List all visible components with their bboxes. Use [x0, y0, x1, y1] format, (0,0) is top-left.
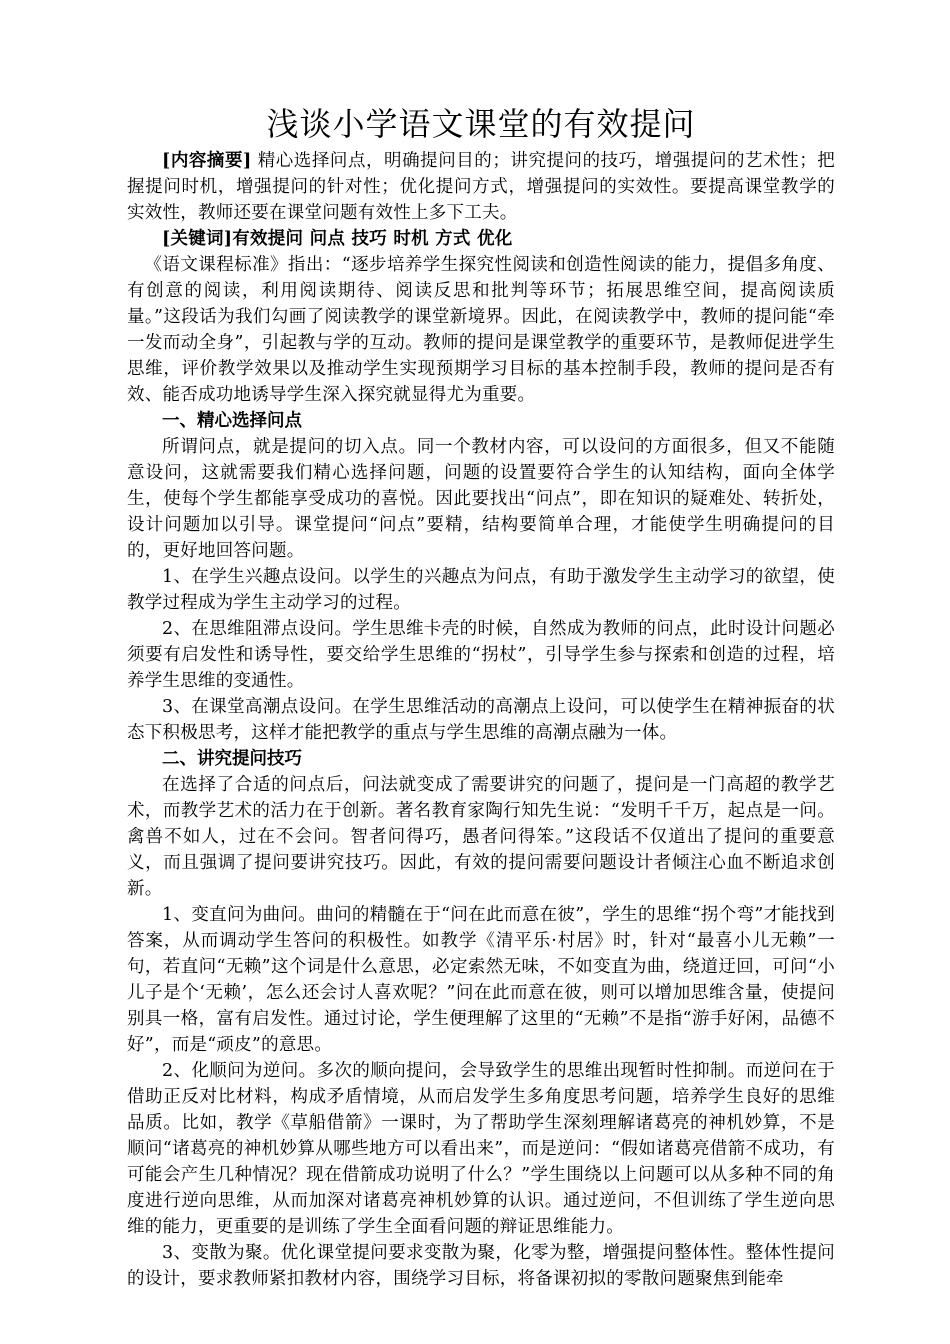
section-2-paragraph-3: 2、化顺问为逆问。多次的顺向提问，会导致学生的思维出现暂时性抑制。而逆问在于借助正反对比材料，构成矛盾情境，从而启发学生多角度思考问题，培养学生良好的思维品质。比如，教学《草船借箭》一课时，为了帮助学生深刻理解诸葛亮的神机妙算，不是顺问“诸葛亮的神机妙算从哪些地方可以看出来”，而是逆问：“假如诸葛亮借箭不成功，有可能会产生几种情况？现在借箭成功说明了什么？”学生围绕以上问题可以从多种不同的角度进行逆向思维，从而加深对诸葛亮神机妙算的认识。通过逆问，不但训练了学生逆向思维的能力，更重要的是训练了学生全面看问题的辩证思维能力。 [127, 1061, 835, 1237]
document-title: 浅谈小学语文课堂的有效提问 [266, 105, 696, 143]
section-1-paragraph-2: 1、在学生兴趣点设问。以学生的兴趣点为问点，有助于激发学生主动学习的欲望，使教学过程成为学生主动学习的过程。 [127, 567, 835, 613]
section-2-paragraph-1: 在选择了合适的问点后，问法就变成了需要讲究的问题了，提问是一门高超的教学艺术，而教学艺术的活力在于创新。著名教育家陶行知先生说：“发明千千万，起点是一问。禽兽不如人，过在不会问。智者问得巧，愚者问得笨。”这段话不仅道出了提问的重要意义，而且强调了提问要讲究技巧。因此，有效的提问需要问题设计者倾注心血不断追求创新。 [127, 775, 835, 899]
section-2-heading: 二、讲究提问技巧 [162, 749, 302, 769]
section-1-heading: 一、精心选择问点 [162, 411, 302, 431]
abstract-label: [内容摘要] [162, 151, 252, 171]
section-1-paragraph-1: 所谓问点，就是提问的切入点。同一个教材内容，可以设问的方面很多，但又不能随意设问，这就需要我们精心选择问题，问题的设置要符合学生的认知结构，面向全体学生，使每个学生都能享受成功的喜悦。因此要找出“问点”，即在知识的疑难处、转折处，设计问题加以引导。课堂提问“问点”要精，结构要简单合理，才能使学生明确提问的目的，更好地回答问题。 [127, 437, 835, 561]
section-2-paragraph-2: 1、变直问为曲问。曲问的精髓在于“问在此而意在彼”，学生的思维“拐个弯”才能找到答案，从而调动学生答问的积极性。如教学《清平乐·村居》时，针对“最喜小儿无赖”一句，若直问“无赖”这个词是什么意思，必定索然无味，不如变直为曲，绕道迂回，可问“小儿子是个‘无赖’，怎么还会讨人喜欢呢？”问在此而意在彼，则可以增加思维含量，使提问别具一格，富有启发性。通过讨论，学生便理解了这里的“无赖”不是指“游手好闲，品德不好”，而是“顽皮”的意思。 [127, 905, 835, 1055]
section-2-paragraph-4: 3、变散为聚。优化课堂提问要求变散为聚，化零为整，增强提问整体性。整体性提问的设计，要求教师紧扣教材内容，围绕学习目标，将备课初拟的零散问题聚焦到能牵 [127, 1243, 835, 1289]
abstract-paragraph [127, 148, 835, 226]
document-page [127, 100, 835, 1292]
section-1-paragraph-3: 2、在思维阻滞点设问。学生思维卡壳的时候，自然成为教师的问点，此时设计问题必须要有启发性和诱导性，要交给学生思维的“拐杖”，引导学生参与探索和创造的过程，培养学生思维的变通性。 [127, 619, 835, 691]
section-1-paragraph-4: 3、在课堂高潮点设问。在学生思维活动的高潮点上设问，可以使学生在精神振奋的状态下积极思考，这样才能把教学的重点与学生思维的高潮点融为一体。 [127, 697, 835, 743]
keywords-line: [关键词]有效提问 问点 技巧 时机 方式 优化 [162, 229, 513, 249]
abstract-text: 精心选择问点，明确提问目的；讲究提问的技巧，增强提问的艺术性；把握提问时机，增强提问的针对性；优化提问方式，增强提问的实效性。要提高课堂教学的实效性，教师还要在课堂问题有效性上多下工夫。 [127, 151, 836, 223]
intro-paragraph: 《语文课程标准》指出：“逐步培养学生探究性阅读和创造性阅读的能力，提倡多角度、有创意的阅读，利用阅读期待、阅读反思和批判等环节；拓展思维空间，提高阅读质量。”这段话为我们勾画了阅读教学的课堂新境界。因此，在阅读教学中，教师的提问能“牵一发而动全身”，引起教与学的互动。教师的提问是课堂教学的重要环节，是教师促进学生思维，评价教学效果以及推动学生实现预期学习目标的基本控制手段，教师的提问是否有效、能否成功地诱导学生深入探究就显得尤为重要。 [127, 255, 835, 405]
